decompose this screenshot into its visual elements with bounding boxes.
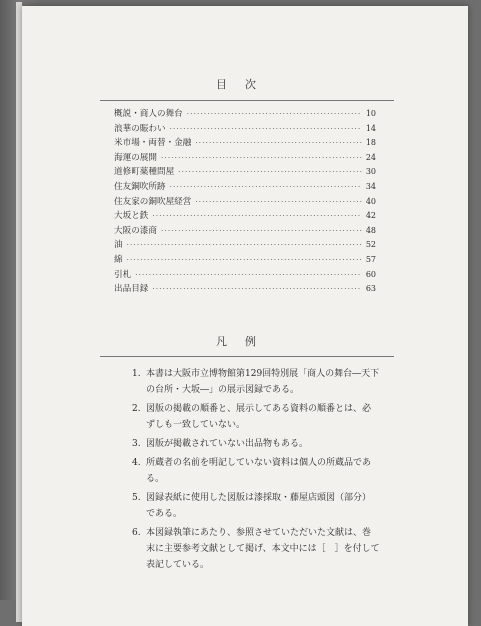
- toc-entry-title: 海運の展開: [114, 152, 157, 163]
- notes-list: [132, 366, 394, 576]
- note-item: [132, 525, 394, 573]
- toc-leader-dots: [170, 180, 362, 195]
- toc-entry: [114, 122, 376, 137]
- toc-leader-dots: [135, 268, 362, 283]
- toc-entry-page: 10: [365, 109, 376, 118]
- toc-leader-dots: [161, 224, 362, 239]
- note-number: 5.: [132, 493, 141, 503]
- toc-leader-dots: [127, 253, 362, 268]
- note-item: [132, 366, 394, 398]
- toc-entry: [114, 268, 376, 283]
- note-number: 2.: [132, 404, 141, 414]
- toc-entry-page: 24: [365, 152, 376, 162]
- toc-leader-dots: [195, 195, 361, 210]
- toc-entry-page: 34: [365, 181, 376, 191]
- toc-entry-title: 道修町薬種問屋: [114, 167, 175, 178]
- toc-entry-page: 30: [365, 167, 376, 177]
- note-text: 図録表紙に使用した図版は漆採取・藤屋店頭図（部分） である。: [146, 493, 372, 519]
- note-item: [132, 401, 394, 433]
- toc-divider: [100, 100, 394, 101]
- toc-leader-dots: [127, 238, 362, 253]
- toc-entry-title: 浪華の賑わい: [114, 123, 166, 134]
- toc-entry-page: 14: [365, 123, 376, 133]
- toc-entry: [114, 282, 376, 297]
- toc-entry-title: 大坂と鉄: [114, 211, 149, 222]
- toc-entry-title: 引札: [114, 269, 132, 280]
- toc-entry-page: 57: [365, 254, 376, 264]
- toc-entry: [114, 195, 376, 210]
- toc-entry: [114, 253, 376, 268]
- note-number: 1.: [132, 369, 141, 379]
- page-content: [22, 6, 468, 606]
- toc-leader-dots: [187, 107, 362, 122]
- toc-leader-dots: [178, 165, 362, 180]
- note-text: 図版が掲載されていない出品物もある。: [146, 439, 309, 449]
- toc-entry-page: 63: [365, 284, 376, 294]
- toc-entry-title: 住友銅吹所跡: [114, 181, 166, 192]
- note-item: [132, 490, 394, 522]
- toc-entry-title: 概説・商人の舞台: [114, 109, 183, 119]
- toc-list: [114, 107, 376, 297]
- note-text: 図版の掲載の順番と、展示してある資料の順番とは、必 ずしも一致していない。: [146, 404, 372, 430]
- toc-entry-page: 18: [365, 138, 376, 148]
- toc-entry-page: 60: [365, 269, 376, 279]
- toc-entry-title: 出品目録: [114, 284, 149, 295]
- notes-heading: 凡例: [216, 335, 274, 348]
- toc-entry-title: 住友家の銅吹屋経営: [114, 196, 192, 207]
- note-number: 6.: [132, 528, 141, 538]
- toc-entry-title: 綿: [114, 254, 123, 265]
- toc-leader-dots: [152, 209, 361, 224]
- toc-leader-dots: [170, 122, 362, 137]
- note-number: 3.: [132, 439, 141, 449]
- toc-entry-title: 油: [114, 240, 123, 251]
- toc-entry: [114, 224, 376, 239]
- toc-entry-title: 大阪の漆商: [114, 225, 157, 236]
- toc-entry-page: 42: [365, 211, 376, 221]
- note-number: 4.: [132, 458, 141, 468]
- toc-heading: 目次: [216, 78, 274, 91]
- book-page: [22, 6, 468, 626]
- toc-entry-page: 48: [365, 225, 376, 235]
- note-item: [132, 436, 394, 452]
- toc-leader-dots: [161, 151, 362, 166]
- toc-leader-dots: [152, 282, 361, 297]
- toc-entry-page: 40: [365, 196, 376, 206]
- toc-leader-dots: [195, 136, 361, 151]
- toc-entry-page: 52: [365, 240, 376, 250]
- note-text: 本書は大阪市立博物館第129回特別展「商人の舞台―天下 の台所・大坂―」の展示図録である。: [146, 369, 380, 395]
- note-text: 所蔵者の名前を明記していない資料は個人の所蔵品であ る。: [146, 458, 372, 484]
- toc-entry-title: 米市場・両替・金融: [114, 138, 192, 149]
- notes-divider: [100, 356, 394, 357]
- toc-entry: [114, 238, 376, 253]
- toc-entry: [114, 180, 376, 195]
- note-text: 本図録執筆にあたり、参照させていただいた文献は、巻 末に主要参考文献として掲げ、本文中には［ ］を付して 表記している。: [146, 528, 380, 570]
- toc-entry: [114, 209, 376, 224]
- toc-entry: [114, 136, 376, 151]
- toc-entry: [114, 165, 376, 180]
- toc-entry: [114, 107, 376, 122]
- note-item: [132, 455, 394, 487]
- toc-entry: [114, 151, 376, 166]
